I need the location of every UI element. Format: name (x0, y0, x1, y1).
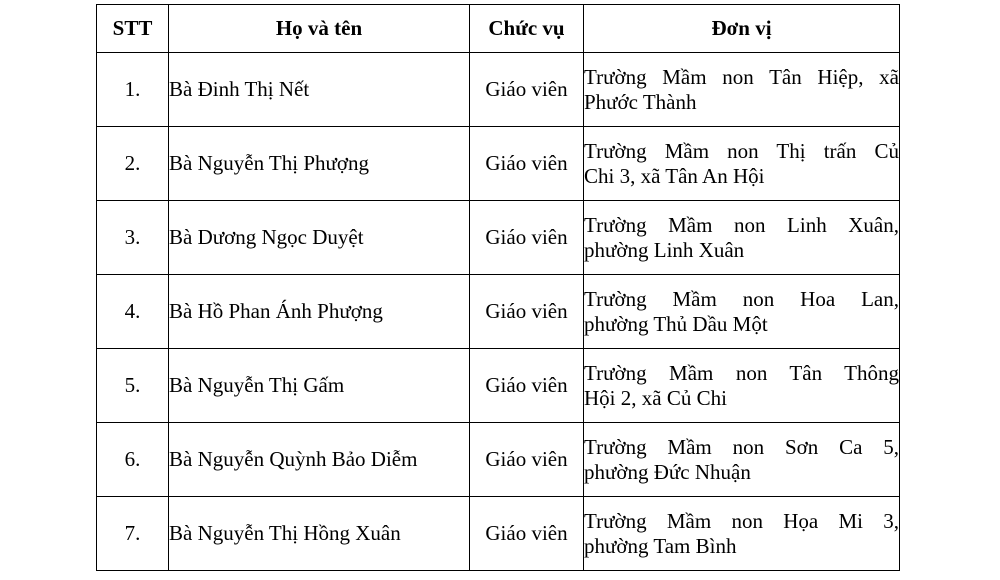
honoree-table (96, 4, 900, 571)
cell-name: Bà Hồ Phan Ánh Phượng (169, 275, 470, 349)
unit-line-2: phường Linh Xuân (584, 237, 745, 262)
unit-line-1: Trường Mầm non Họa Mi 3, (584, 508, 899, 533)
table-row (97, 497, 900, 571)
header-stt: STT (97, 5, 169, 53)
cell-role: Giáo viên (470, 423, 584, 497)
unit-line-2: phường Thủ Dầu Một (584, 311, 768, 336)
unit-line-1: Trường Mầm non Hoa Lan, (584, 286, 899, 311)
unit-line-1: Trường Mầm non Linh Xuân, (584, 212, 899, 237)
table-row (97, 423, 900, 497)
cell-name: Bà Nguyễn Quỳnh Bảo Diễm (169, 423, 470, 497)
unit-line-2: phường Đức Nhuận (584, 459, 751, 484)
cell-role: Giáo viên (470, 53, 584, 127)
cell-name: Bà Nguyễn Thị Hồng Xuân (169, 497, 470, 571)
table-row (97, 349, 900, 423)
unit-line-1: Trường Mầm non Thị trấn Củ (584, 138, 899, 163)
cell-unit (584, 423, 900, 497)
cell-unit (584, 497, 900, 571)
cell-name: Bà Dương Ngọc Duyệt (169, 201, 470, 275)
table-row (97, 53, 900, 127)
header-role: Chức vụ (470, 5, 584, 53)
header-name: Họ và tên (169, 5, 470, 53)
cell-name: Bà Đinh Thị Nết (169, 53, 470, 127)
header-unit: Đơn vị (584, 5, 900, 53)
cell-stt: 1. (97, 53, 169, 127)
table-row (97, 275, 900, 349)
unit-line-1: Trường Mầm non Tân Hiệp, xã (584, 64, 899, 89)
table-body (97, 53, 900, 571)
cell-stt: 3. (97, 201, 169, 275)
cell-role: Giáo viên (470, 201, 584, 275)
cell-unit (584, 275, 900, 349)
unit-line-2: phường Tam Bình (584, 533, 737, 558)
cell-stt: 6. (97, 423, 169, 497)
cell-role: Giáo viên (470, 127, 584, 201)
cell-role: Giáo viên (470, 497, 584, 571)
cell-stt: 7. (97, 497, 169, 571)
unit-line-1: Trường Mầm non Sơn Ca 5, (584, 434, 899, 459)
cell-stt: 2. (97, 127, 169, 201)
cell-name: Bà Nguyễn Thị Gấm (169, 349, 470, 423)
table-row (97, 201, 900, 275)
table-header (97, 5, 900, 53)
unit-line-2: Hội 2, xã Củ Chi (584, 385, 727, 410)
cell-stt: 4. (97, 275, 169, 349)
unit-line-2: Chi 3, xã Tân An Hội (584, 163, 765, 188)
cell-unit (584, 53, 900, 127)
cell-stt: 5. (97, 349, 169, 423)
unit-line-1: Trường Mầm non Tân Thông (584, 360, 899, 385)
unit-line-2: Phước Thành (584, 89, 697, 114)
cell-unit (584, 349, 900, 423)
table-row (97, 127, 900, 201)
cell-unit (584, 127, 900, 201)
cell-unit (584, 201, 900, 275)
cell-name: Bà Nguyễn Thị Phượng (169, 127, 470, 201)
cell-role: Giáo viên (470, 349, 584, 423)
header-row (97, 5, 900, 53)
cell-role: Giáo viên (470, 275, 584, 349)
